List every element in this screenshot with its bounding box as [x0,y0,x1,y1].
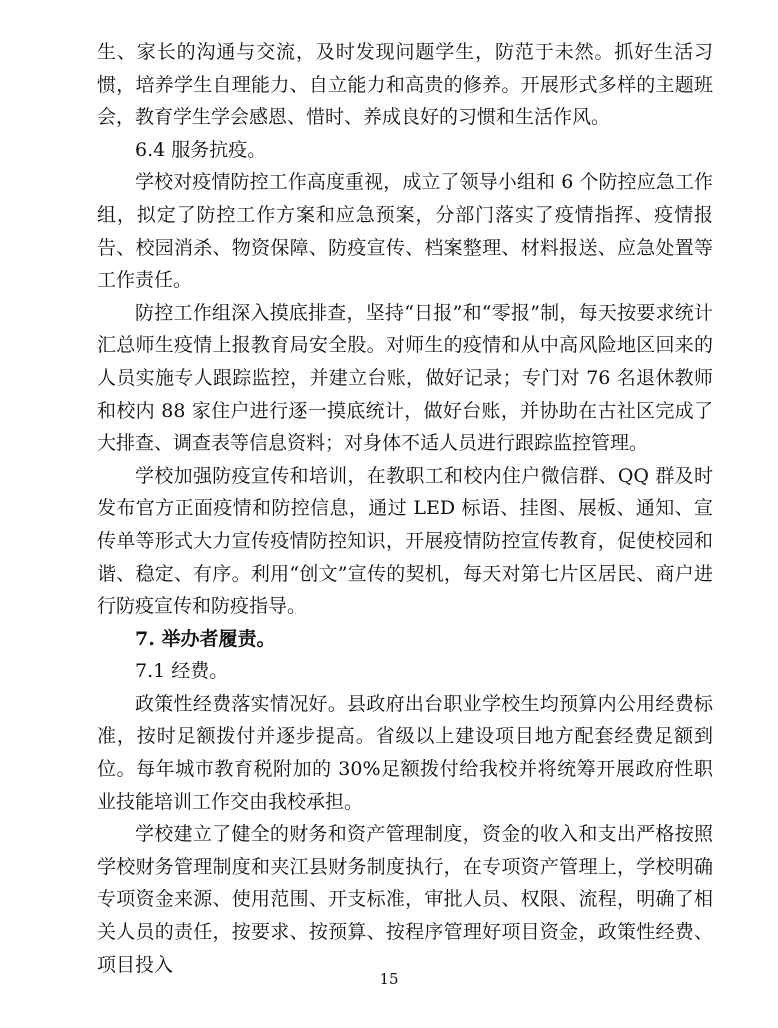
document-body [97,36,713,981]
paragraph-financial-management: 学校建立了健全的财务和资产管理制度，资金的收入和支出严格按照学校财务管理制度和夹江县财务制度执行，在专项资产管理上，学校明确专项资金来源、使用范围、开支标准，审批人员、权限、流程，明确了相关人员的责任，按要求、按预算、按程序管理好项目资金，政策性经费、项目投入 [97,823,713,976]
paragraph-epidemic-organization: 学校对疫情防控工作高度重视，成立了领导小组和 6 个防控应急工作组，拟定了防控工作方案和应急预案，分部门落实了疫情指挥、疫情报告、校园消杀、物资保障、防疫宣传、档案整理、材料报送、应急处置等工作责任。 [97,171,713,292]
paragraph-funding-policy: 政策性经费落实情况好。县政府出台职业学校生均预算内公用经费标准，按时足额拨付并逐步提高。省级以上建设项目地方配套经费足额到位。每年城市教育税附加的 30%足额拨付给我校并将统筹开展政府性职业技能培训工作交由我校承担。 [97,692,713,813]
subheading-7-1: 7.1 经费。 [135,660,229,683]
paragraph-epidemic-screening: 防控工作组深入摸底排查，坚持“日报”和“零报”制，每天按要求统计汇总师生疫情上报教育局安全股。对师生的疫情和从中高风险地区回来的人员实施专人跟踪监控，并建立台账，做好记录；专门对 76 名退休教师和校内 88 家住户进行逐一摸底统计，做好台账，并协助在古社区完成了大排查、调查表等信息资料；对身体不适人员进行跟踪监控管理。 [97,301,713,455]
section-heading-7: 7. 举办者履责。 [135,627,276,650]
subheading-6-4: 6.4 服务抗疫。 [135,138,267,161]
paragraph-continuation: 生、家长的沟通与交流，及时发现问题学生，防范于未然。抓好生活习惯，培养学生自理能力、自立能力和高贵的修养。开展形式多样的主题班会，教育学生学会感恩、惜时、养成良好的习惯和生活作风。 [97,41,713,129]
paragraph-epidemic-publicity: 学校加强防疫宣传和培训，在教职工和校内住户微信群、QQ 群及时发布官方正面疫情和防控信息，通过 LED 标语、挂图、展板、通知、宣传单等形式大力宣传疫情防控知识，开展疫情防控宣传教育，促使校园和谐、稳定、有序。利用“创文”宣传的契机，每天对第七片区居民、商户进行防疫宣传和防疫指导。 [97,464,713,618]
page-number: 15 [379,970,399,988]
